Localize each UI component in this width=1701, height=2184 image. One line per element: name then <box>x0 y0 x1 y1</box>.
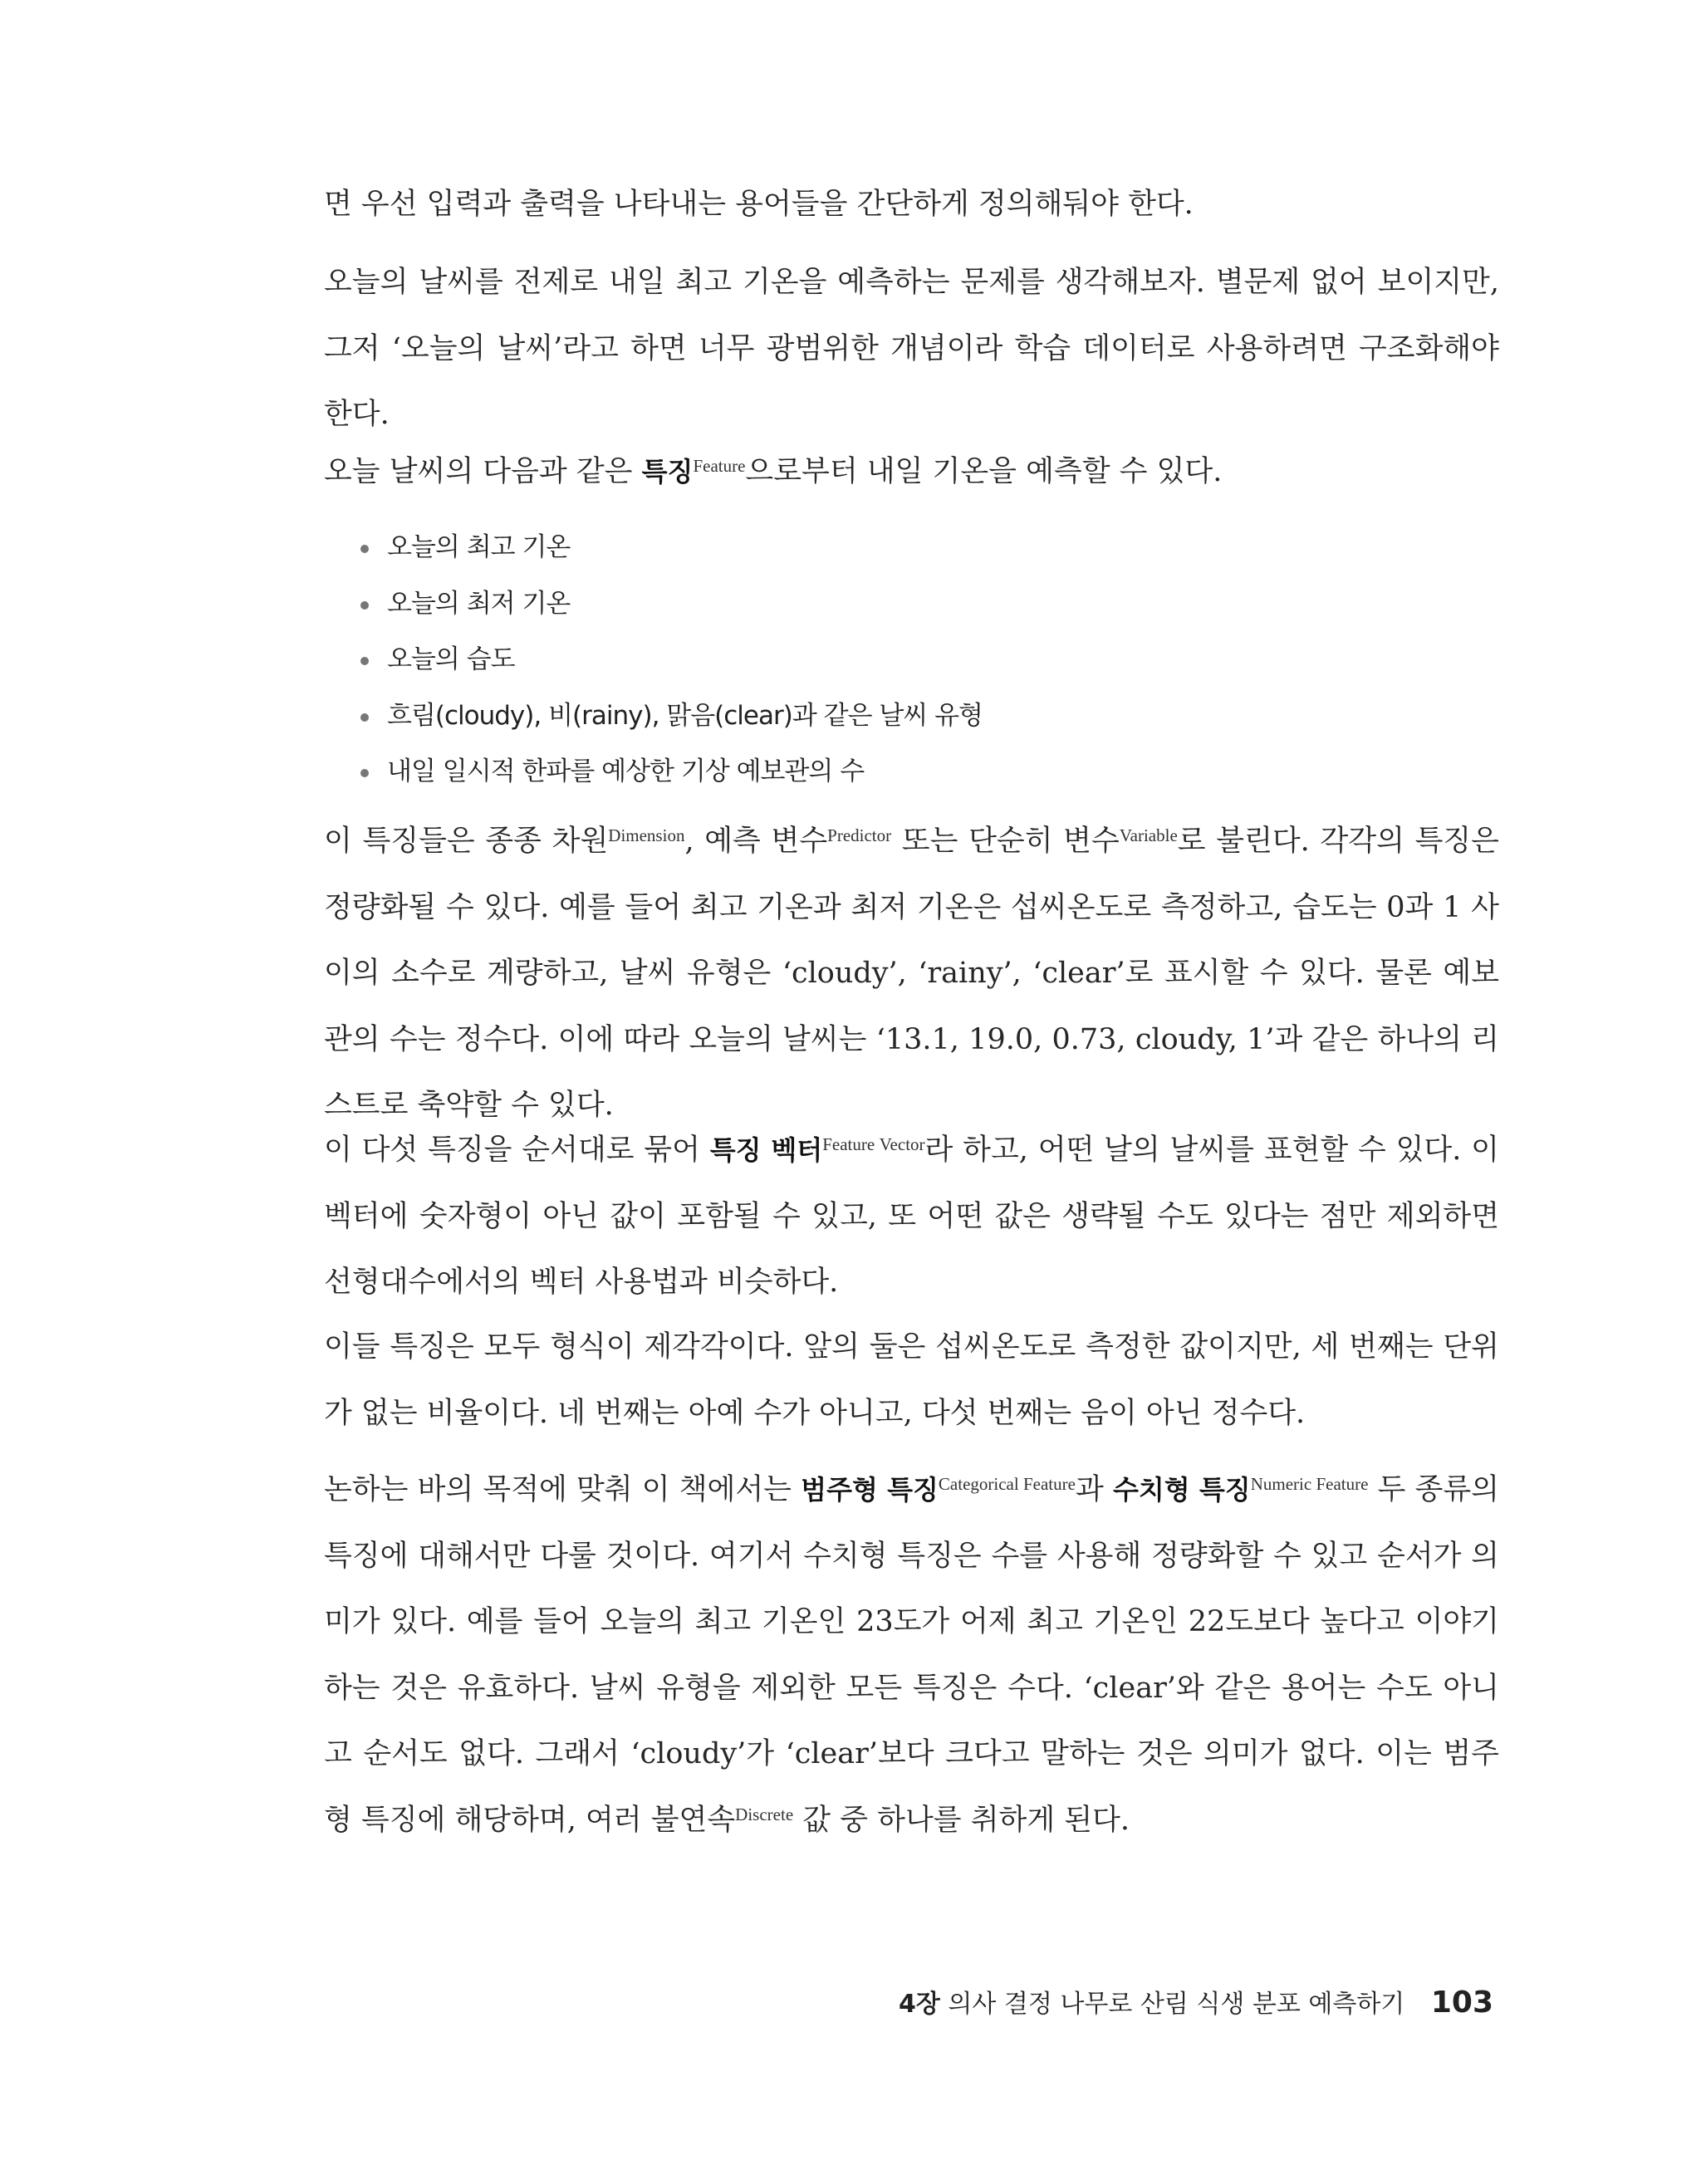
list-item-text: 오늘의 습도 <box>387 644 515 674</box>
footer-chapter-title: 의사 결정 나무로 산림 식생 분포 예측하기 <box>948 1990 1405 2019</box>
list-item-text: 오늘의 최저 기온 <box>387 588 571 619</box>
text-segment: 로 불린다. 각각의 특징은 정량화될 수 있다. 예를 들어 최고 기온과 최저 기온은 섭씨온도로 측정하고, 습도는 0과 1 사이의 소수로 계량하고, 날씨 유형은 ‘cloudy’, ‘rainy’, ‘clear’로 표시할 수 있다. 물론 예보관의 수는 정수다. 이에 따라 오늘의 날씨는 ‘13.1, 19.0, 0.73, cloudy, 1’과 같은 하나의 리스트로 축약할 수 있다. <box>324 825 1499 1122</box>
text-segment: 값 중 하나를 취하게 된다. <box>793 1803 1130 1837</box>
text-segment: 이 다섯 특징을 순서대로 묶어 <box>324 1134 710 1167</box>
term-feature-vector: 특징 벡터 <box>709 1134 823 1166</box>
term-categorical-feature: 범주형 특징 <box>801 1474 939 1506</box>
list-item-text: 내일 일시적 한파를 예상한 기상 예보관의 수 <box>387 757 865 786</box>
text-segment: 논하는 바의 목적에 맞춰 이 책에서는 <box>324 1473 801 1506</box>
bullet-icon <box>360 601 369 610</box>
paragraph-intro: 면 우선 입력과 출력을 나타내는 용어들을 간단하게 정의해둬야 한다. <box>324 188 1194 221</box>
paragraph-feature-types <box>324 1457 1499 1853</box>
list-item <box>357 576 1437 633</box>
term-feature: 특징 <box>641 456 694 487</box>
list-item-text: 흐림(cloudy), 비(rainy), 맑음(clear)과 같은 날씨 유형 <box>387 700 983 731</box>
list-item-text: 오늘의 최고 기온 <box>387 532 571 562</box>
paragraph-feature-vector <box>324 1118 1499 1316</box>
text-segment: 라 하고, 어떤 날의 날씨를 표현할 수 있다. 이 벡터에 숫자형이 아닌 값이 포함될 수 있고, 또 어떤 값은 생략될 수도 있다는 점만 제외하면 선형대수에서의 벡터 사용법과 비슷하다. <box>324 1134 1499 1299</box>
page-number: 103 <box>1430 1986 1493 2020</box>
superscript-feature: Feature <box>693 456 746 476</box>
list-item <box>357 632 1437 688</box>
superscript-feature-vector: Feature Vector <box>822 1134 925 1154</box>
superscript-categorical-feature: Categorical Feature <box>938 1474 1076 1494</box>
feature-list <box>357 520 1437 801</box>
text-segment: , 예측 변수 <box>684 825 828 858</box>
superscript-variable: Variable <box>1119 825 1178 845</box>
paragraph-feature-quantification <box>324 809 1499 1139</box>
superscript-predictor: Predictor <box>827 825 892 845</box>
superscript-dimension: Dimension <box>608 825 685 845</box>
bullet-icon <box>360 769 369 777</box>
text-segment: 두 종류의 특징에 대해서만 다룰 것이다. 여기서 수치형 특징은 수를 사용해 정량화할 수 있고 순서가 의미가 있다. 예를 들어 오늘의 최고 기온인 23도가 어제 최고 기온인 22도보다 높다고 이야기하는 것은 유효하다. 날씨 유형을 제외한 모든 특징은 수다. ‘clear’와 같은 용어는 수도 아니고 순서도 없다. 그래서 ‘cloudy’가 ‘clear’보다 크다고 말하는 것은 의미가 없다. 이는 범주형 특징에 해당하며, 여러 불연속 <box>324 1473 1499 1837</box>
text-segment: 오늘 날씨의 다음과 같은 <box>324 455 642 488</box>
superscript-discrete: Discrete <box>735 1804 794 1824</box>
paragraph-weather-problem: 오늘의 날씨를 전제로 내일 최고 기온을 예측하는 문제를 생각해보자. 별문제 없어 보이지만, 그저 ‘오늘의 날씨’라고 하면 너무 광범위한 개념이라 학습 데이터로 사용하려면 구조화해야 한다. <box>324 266 1499 431</box>
list-item <box>357 520 1437 576</box>
text-segment: 이 특징들은 종종 차원 <box>324 825 609 858</box>
bullet-icon <box>360 713 369 722</box>
list-item <box>357 688 1437 745</box>
text-segment: 과 <box>1075 1473 1113 1506</box>
bullet-icon <box>360 545 369 553</box>
text-segment: 으로부터 내일 기온을 예측할 수 있다. <box>745 455 1223 488</box>
text-segment: 또는 단순히 변수 <box>891 825 1120 858</box>
paragraph-features-intro <box>324 439 1499 506</box>
term-numeric-feature: 수치형 특징 <box>1112 1474 1251 1506</box>
footer-chapter: 4장 <box>899 1990 940 2019</box>
page-footer <box>899 1983 1493 2020</box>
paragraph-feature-formats: 이들 특징은 모두 형식이 제각각이다. 앞의 둘은 섭씨온도로 측정한 값이지만, 세 번째는 단위가 없는 비율이다. 네 번째는 아예 수가 아니고, 다섯 번째는 음이 아닌 정수다. <box>324 1330 1499 1430</box>
superscript-numeric-feature: Numeric Feature <box>1250 1474 1369 1494</box>
bullet-icon <box>360 657 369 665</box>
list-item <box>357 744 1437 801</box>
